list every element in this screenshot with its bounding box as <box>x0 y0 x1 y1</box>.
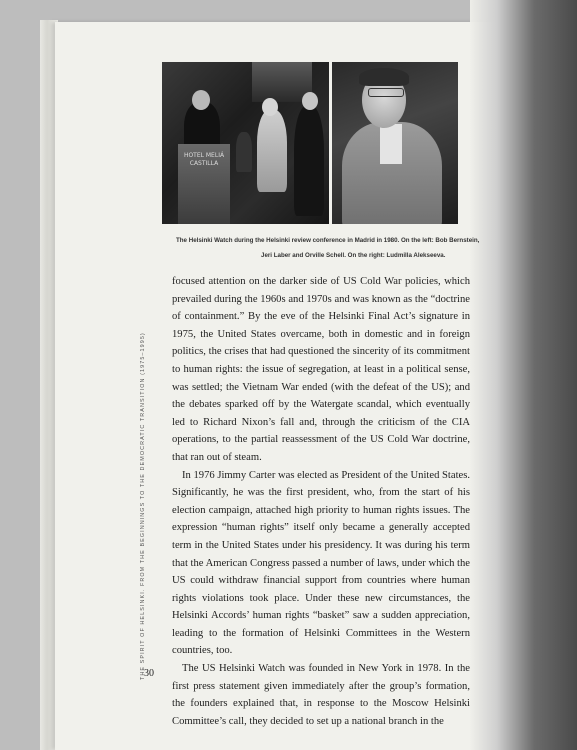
paragraph-2: In 1976 Jimmy Carter was elected as President of the United States. Significantly, he was the first president, who, from the start of his election campaign, attached high priority to human rights issues. The expression “human rights” itself only became a generally accepted term in the United States under his presidency. It was during his term that the American Congress passed a number of laws, under which the US could withdraw financial support from countries where human rights violations took place. Under these new circumstances, the Helsinki Accords’ human rights “basket” saw a sudden appreciation, leading to the formation of Helsinki Committees in the Western countries, too. <box>172 469 470 657</box>
photo-ludmilla-alekseeva <box>332 62 458 224</box>
podium-sign: HOTEL MELIÁ CASTILLA <box>183 152 225 167</box>
page-number: 30 <box>144 668 154 679</box>
photo-caption-line-2: Jeri Laber and Orville Schell. On the right: Ludmilla Alekseeva. <box>261 252 446 259</box>
body-text <box>172 273 470 730</box>
page-gutter-shadow <box>470 0 577 750</box>
photo-helsinki-watch-group <box>162 62 329 224</box>
paragraph-3: The US Helsinki Watch was founded in New York in 1978. In the first press statement given immediately after the group’s formation, the founders explained that, in response to the Moscow Helsinki Committee’s call, they decided to set up a national branch in the <box>172 663 470 727</box>
photo-caption-line-1: The Helsinki Watch during the Helsinki review conference in Madrid in 1980. On the left: Bob Bernstein, <box>176 237 480 244</box>
running-header: THE SPIRIT OF HELSINKI. FROM THE BEGINNINGS TO THE DEMOCRATIC TRANSITION (1975–1995) <box>140 332 146 680</box>
paragraph-1: focused attention on the darker side of US Cold War policies, which prevailed during the 1960s and 1970s and was known as the “doctrine of containment.” By the eve of the Helsinki Final Act’s signature in 1975, the United States overcame, both in domestic and in foreign politics, the crises that had questioned the sincerity of its commitment to human rights: the issue of segregation, at least in a political sense, was settled; the Vietnam War ended (with the defeat of the US); and the debates sparked off by the Watergate scandal, which eventually led to Richard Nixon’s fall and, through the criticism of the CIA operations, to the partial reassessment of the US Cold War doctrine, that ran out of steam. <box>172 276 470 463</box>
podium <box>178 144 230 224</box>
